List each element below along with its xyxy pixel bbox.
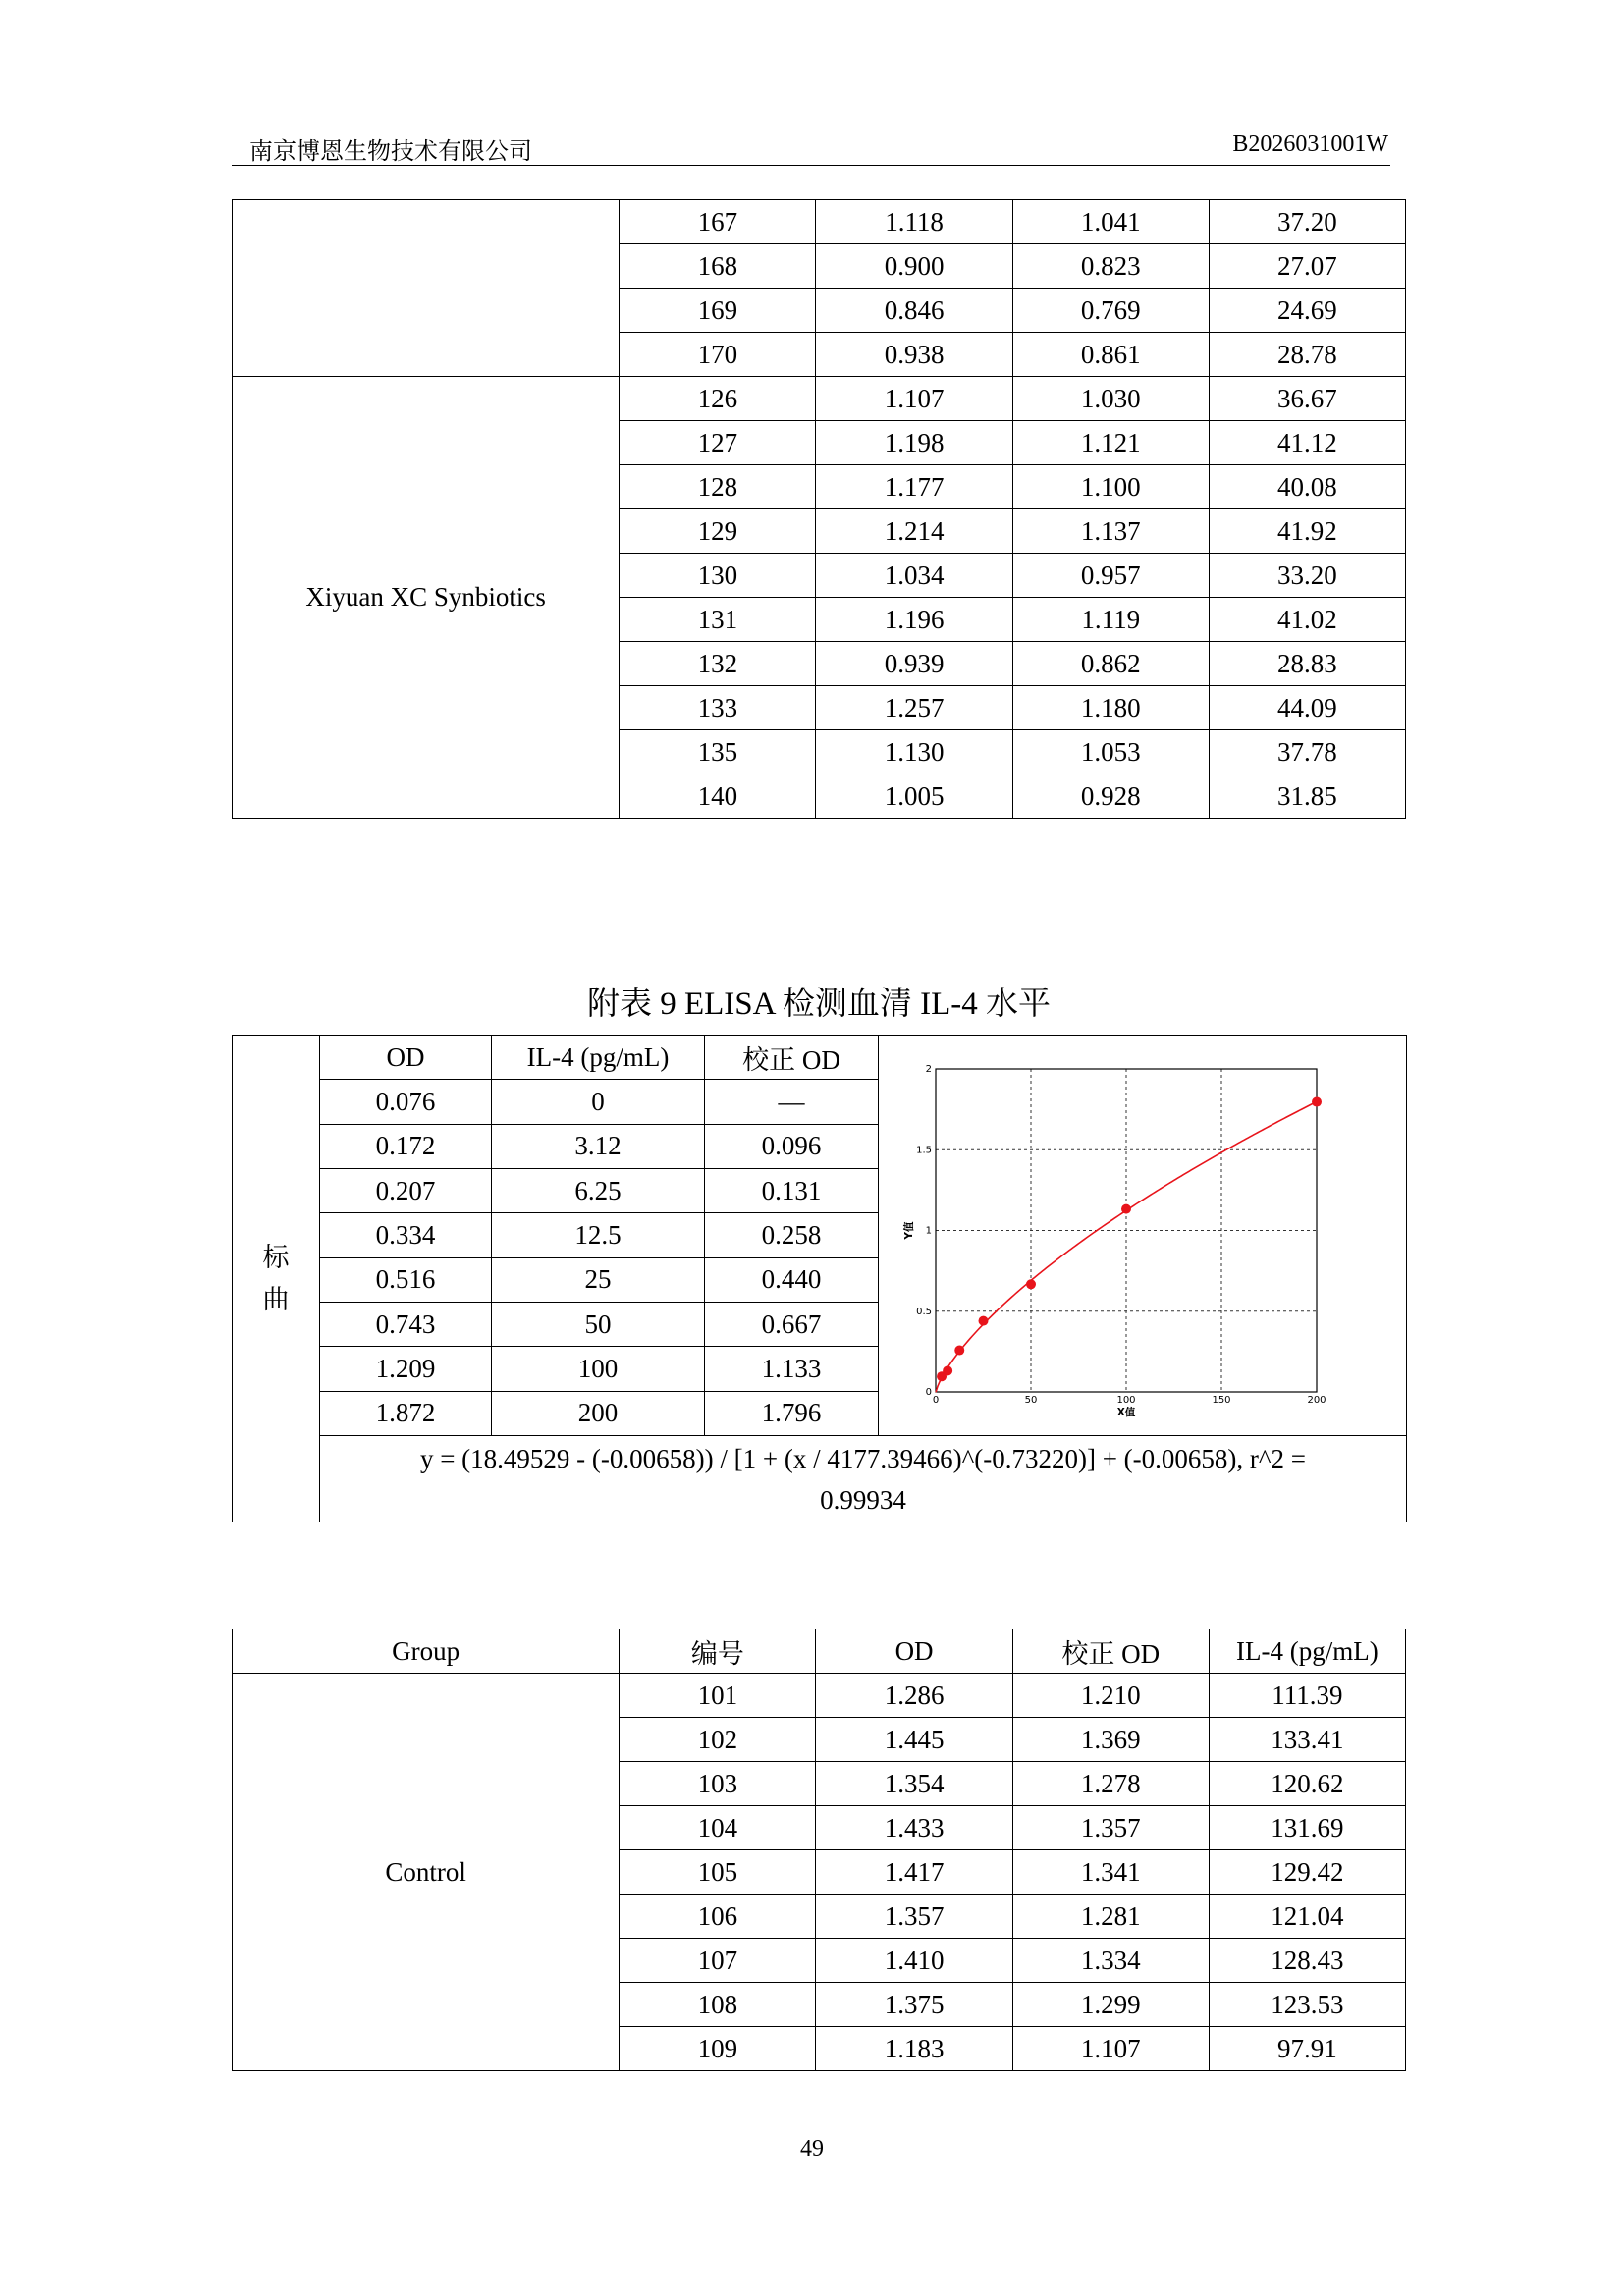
sample-id: 127: [620, 421, 816, 465]
corrected-od: 1.053: [1012, 730, 1209, 774]
sample-id: 170: [620, 333, 816, 377]
corrected-od: 0.957: [1012, 554, 1209, 598]
col-header-il4: IL-4 (pg/mL): [492, 1036, 705, 1080]
x-tick-label: 0: [932, 1395, 939, 1406]
sample-id: 126: [620, 377, 816, 421]
od: 1.034: [816, 554, 1012, 598]
x-tick-label: 200: [1306, 1395, 1326, 1406]
sample-id: 130: [620, 554, 816, 598]
table-row: [233, 200, 1406, 244]
sample-id: 109: [620, 2027, 816, 2071]
group-name: [233, 200, 620, 377]
fit-formula: [320, 1436, 1407, 1522]
fit-formula-line-2: 0.99934: [820, 1484, 906, 1515]
corrected-od: 0.928: [1012, 774, 1209, 819]
col-header-group: Group: [233, 1629, 620, 1674]
od: 1.130: [816, 730, 1012, 774]
od: 1.357: [816, 1895, 1012, 1939]
il4: 31.85: [1209, 774, 1405, 819]
corrected-od: 0.861: [1012, 333, 1209, 377]
od: 1.198: [816, 421, 1012, 465]
il4: 41.02: [1209, 598, 1405, 642]
std-od: 0.516: [320, 1257, 492, 1302]
corrected-od: 1.030: [1012, 377, 1209, 421]
il4: 111.39: [1209, 1674, 1405, 1718]
sample-id: 104: [620, 1806, 816, 1850]
corrected-od: 0.823: [1012, 244, 1209, 289]
sample-id: 132: [620, 642, 816, 686]
table-header-row: [233, 1629, 1406, 1674]
il4: 129.42: [1209, 1850, 1405, 1895]
il4: 120.62: [1209, 1762, 1405, 1806]
table-row: [233, 1674, 1406, 1718]
corrected-od: 1.210: [1012, 1674, 1209, 1718]
corrected-od: 1.121: [1012, 421, 1209, 465]
il4: 131.69: [1209, 1806, 1405, 1850]
fit-formula-line-1: y = (18.49529 - (-0.00658)) / [1 + (x / 4177.39466)^(-0.73220)] + (-0.00658), r^2 =: [419, 1443, 1307, 1473]
il4: 33.20: [1209, 554, 1405, 598]
continued-results-table: [232, 199, 1406, 819]
corrected-od: 1.334: [1012, 1939, 1209, 1983]
il4: 28.78: [1209, 333, 1405, 377]
data-point: [1121, 1204, 1131, 1214]
std-od: 0.172: [320, 1124, 492, 1168]
sample-id: 103: [620, 1762, 816, 1806]
x-axis-label: X值: [1116, 1407, 1135, 1418]
std-corrected-od: 1.133: [705, 1347, 879, 1391]
x-tick-label: 50: [1024, 1395, 1037, 1406]
standard-curve-table: [232, 1035, 1407, 1522]
od: 1.286: [816, 1674, 1012, 1718]
sample-id: 133: [620, 686, 816, 730]
od: 0.846: [816, 289, 1012, 333]
std-od: 0.076: [320, 1080, 492, 1124]
od: 0.939: [816, 642, 1012, 686]
data-point: [978, 1316, 988, 1326]
col-header-il4: IL-4 (pg/mL): [1209, 1629, 1405, 1674]
od: 1.417: [816, 1850, 1012, 1895]
std-corrected-od: 1.796: [705, 1391, 879, 1435]
y-axis-label: Y值: [902, 1221, 915, 1240]
standard-curve-label: [233, 1036, 320, 1522]
corrected-od: 1.100: [1012, 465, 1209, 509]
y-tick-label: 1: [925, 1225, 932, 1237]
il4: 44.09: [1209, 686, 1405, 730]
col-header-od: OD: [320, 1036, 492, 1080]
corrected-od: 1.119: [1012, 598, 1209, 642]
il4: 36.67: [1209, 377, 1405, 421]
od: 1.177: [816, 465, 1012, 509]
std-il4: 200: [492, 1391, 705, 1435]
col-header-corrected-od: 校正 OD: [705, 1036, 879, 1080]
sample-id: 168: [620, 244, 816, 289]
table-row: [233, 377, 1406, 421]
corrected-od: 1.357: [1012, 1806, 1209, 1850]
formula-row: [233, 1436, 1407, 1522]
sample-id: 169: [620, 289, 816, 333]
od: 1.257: [816, 686, 1012, 730]
group-name: Xiyuan XC Synbiotics: [233, 377, 620, 819]
il4: 37.78: [1209, 730, 1405, 774]
std-od: 0.207: [320, 1168, 492, 1212]
col-header-corrected-od: 校正 OD: [1012, 1629, 1209, 1674]
corrected-od: 1.341: [1012, 1850, 1209, 1895]
sample-id: 140: [620, 774, 816, 819]
corrected-od: 1.369: [1012, 1718, 1209, 1762]
x-tick-label: 100: [1115, 1395, 1136, 1406]
std-corrected-od: 0.131: [705, 1168, 879, 1212]
od: 1.445: [816, 1718, 1012, 1762]
od: 1.433: [816, 1806, 1012, 1850]
std-corrected-od: 0.096: [705, 1124, 879, 1168]
std-il4: 50: [492, 1302, 705, 1346]
od: 0.938: [816, 333, 1012, 377]
std-il4: 100: [492, 1347, 705, 1391]
std-od: 1.209: [320, 1347, 492, 1391]
data-point: [943, 1365, 952, 1375]
il4: 128.43: [1209, 1939, 1405, 1983]
il4: 41.92: [1209, 509, 1405, 554]
corrected-od: 1.041: [1012, 200, 1209, 244]
od: 1.354: [816, 1762, 1012, 1806]
table-caption: 附表 9 ELISA 检测血清 IL-4 水平: [586, 987, 1052, 1022]
il4: 121.04: [1209, 1895, 1405, 1939]
od: 1.005: [816, 774, 1012, 819]
standard-header-row: [233, 1036, 1407, 1080]
corrected-od: 1.278: [1012, 1762, 1209, 1806]
std-il4: 12.5: [492, 1213, 705, 1257]
od: 1.410: [816, 1939, 1012, 1983]
x-tick-label: 150: [1211, 1395, 1231, 1406]
corrected-od: 1.299: [1012, 1983, 1209, 2027]
sample-id: 135: [620, 730, 816, 774]
od: 1.107: [816, 377, 1012, 421]
il4: 28.83: [1209, 642, 1405, 686]
std-corrected-od: 0.258: [705, 1213, 879, 1257]
corrected-od: 0.862: [1012, 642, 1209, 686]
standard-curve-chart-cell: [879, 1036, 1407, 1436]
il4: 24.69: [1209, 289, 1405, 333]
std-il4: 6.25: [492, 1168, 705, 1212]
od: 1.214: [816, 509, 1012, 554]
data-point: [1312, 1097, 1322, 1107]
od: 1.375: [816, 1983, 1012, 2027]
il4: 37.20: [1209, 200, 1405, 244]
col-header-id: 编号: [620, 1629, 816, 1674]
od: 1.118: [816, 200, 1012, 244]
od: 1.183: [816, 2027, 1012, 2071]
il4: 27.07: [1209, 244, 1405, 289]
standard-label-char-1: 标: [262, 1242, 290, 1273]
sample-id: 101: [620, 1674, 816, 1718]
od: 0.900: [816, 244, 1012, 289]
y-tick-label: 0: [925, 1387, 932, 1398]
corrected-od: 1.281: [1012, 1895, 1209, 1939]
sample-id: 107: [620, 1939, 816, 1983]
std-il4: 0: [492, 1080, 705, 1124]
standard-curve-chart: [880, 1036, 1406, 1428]
std-corrected-od: —: [705, 1080, 879, 1124]
std-il4: 3.12: [492, 1124, 705, 1168]
group-name: Control: [233, 1674, 620, 2071]
il4: 123.53: [1209, 1983, 1405, 2027]
corrected-od: 1.137: [1012, 509, 1209, 554]
y-tick-label: 2: [925, 1064, 932, 1075]
sample-id: 108: [620, 1983, 816, 2027]
page-number: 49: [800, 2136, 824, 2162]
document-code: B2026031001W: [1232, 132, 1388, 157]
std-il4: 25: [492, 1257, 705, 1302]
standard-label-char-2: 曲: [262, 1284, 290, 1315]
sample-id: 128: [620, 465, 816, 509]
col-header-od: OD: [816, 1629, 1012, 1674]
company-name: 南京博恩生物技术有限公司: [249, 137, 532, 165]
std-od: 0.743: [320, 1302, 492, 1346]
data-point: [954, 1346, 964, 1356]
corrected-od: 1.180: [1012, 686, 1209, 730]
sample-id: 102: [620, 1718, 816, 1762]
control-results-body: [233, 1629, 1406, 2071]
sample-id: 129: [620, 509, 816, 554]
std-od: 1.872: [320, 1391, 492, 1435]
y-tick-label: 0.5: [915, 1306, 932, 1317]
data-point: [1026, 1279, 1036, 1289]
il4: 41.12: [1209, 421, 1405, 465]
sample-id: 167: [620, 200, 816, 244]
il4: 133.41: [1209, 1718, 1405, 1762]
std-corrected-od: 0.440: [705, 1257, 879, 1302]
od: 1.196: [816, 598, 1012, 642]
page-header: [232, 126, 1390, 166]
sample-id: 106: [620, 1895, 816, 1939]
control-results-table: [232, 1629, 1406, 2071]
std-od: 0.334: [320, 1213, 492, 1257]
std-corrected-od: 0.667: [705, 1302, 879, 1346]
y-tick-label: 1.5: [915, 1145, 932, 1156]
sample-id: 131: [620, 598, 816, 642]
corrected-od: 0.769: [1012, 289, 1209, 333]
sample-id: 105: [620, 1850, 816, 1895]
il4: 97.91: [1209, 2027, 1405, 2071]
il4: 40.08: [1209, 465, 1405, 509]
corrected-od: 1.107: [1012, 2027, 1209, 2071]
continued-results-body: [233, 200, 1406, 819]
